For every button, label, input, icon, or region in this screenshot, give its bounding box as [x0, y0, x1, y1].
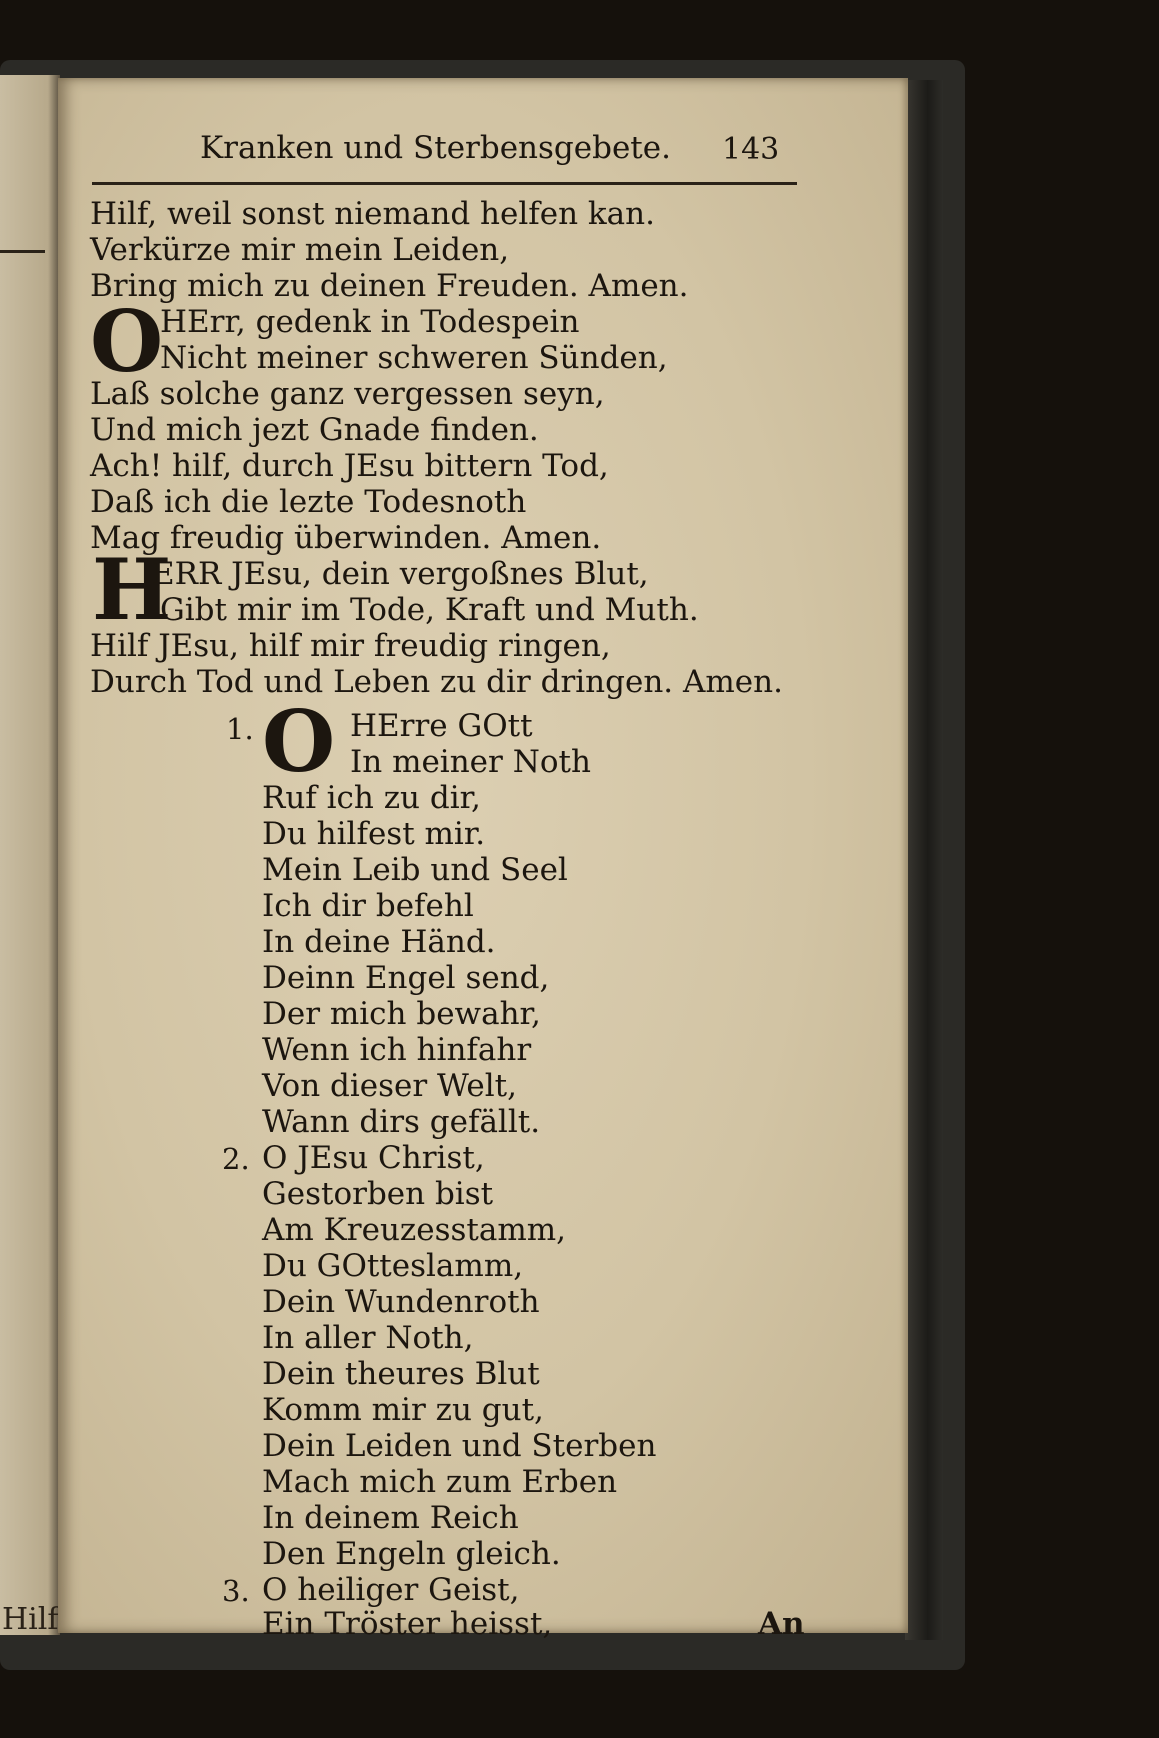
prayer-line: Ach! hilf, durch JEsu bittern Tod, [90, 448, 609, 484]
running-header: Kranken und Sterbensgebete. [200, 130, 671, 166]
prayer-line: Mag freudig überwinden. Amen. [90, 520, 602, 556]
prayer-line: Hilf JEsu, hilf mir freudig ringen, [90, 628, 611, 664]
hymn-line: O JEsu Christ, [262, 1140, 485, 1176]
page-number: 143 [722, 132, 780, 167]
prayer-line: Durch Tod und Leben zu dir dringen. Amen. [90, 664, 783, 700]
header-rule [92, 182, 797, 185]
hymn-line: Wann dirs gefällt. [262, 1104, 541, 1140]
prayer-line: Hilf, weil sonst niemand helfen kan. [90, 196, 655, 232]
hymn-line: Deinn Engel send, [262, 960, 550, 996]
prayer-line: Laß solche ganz vergessen seyn, [90, 376, 605, 412]
hymn-line: In meiner Noth [350, 744, 591, 780]
hymn-line: Du GOtteslamm, [262, 1248, 524, 1284]
verse-number: 1. [226, 712, 254, 746]
hymn-line: In deine Händ. [262, 924, 496, 960]
hymn-line: Ein Tröster heisst, [262, 1606, 553, 1642]
prayer-line: HErr, gedenk in Todespein [160, 304, 580, 340]
hymn-line: Komm mir zu gut, [262, 1392, 544, 1428]
prayer-line: Und mich jezt Gnade finden. [90, 412, 539, 448]
verse-number: 3. [222, 1574, 250, 1608]
hymn-line: Am Kreuzesstamm, [262, 1212, 567, 1248]
prayer-line: Verkürze mir mein Leiden, [90, 232, 510, 268]
prayer-line: Gibt mir im Tode, Kraft und Muth. [160, 592, 699, 628]
hymn-line: Mach mich zum Erben [262, 1464, 618, 1500]
drop-cap: H [92, 540, 172, 639]
previous-page-fragment: Hilf [2, 1602, 59, 1637]
hymn-line: Dein theures Blut [262, 1356, 540, 1392]
hymn-line: Wenn ich hinfahr [262, 1032, 532, 1068]
hymn-line: Mein Leib und Seel [262, 852, 568, 888]
hymn-line: Dein Wundenroth [262, 1284, 540, 1320]
hymn-line: In deinem Reich [262, 1500, 519, 1536]
hymn-line: Den Engeln gleich. [262, 1536, 561, 1572]
verse-number: 2. [222, 1142, 250, 1176]
drop-cap: O [262, 692, 336, 791]
previous-page-rule [0, 250, 45, 253]
previous-page-edge [0, 75, 60, 1635]
hymn-line: Der mich bewahr, [262, 996, 541, 1032]
hymn-line: Von dieser Welt, [262, 1068, 517, 1104]
hymn-line: Dein Leiden und Sterben [262, 1428, 657, 1464]
prayer-line: Daß ich die lezte Todesnoth [90, 484, 527, 520]
prayer-line: ERR JEsu, dein vergoßnes Blut, [152, 556, 649, 592]
hymn-line: In aller Noth, [262, 1320, 474, 1356]
hymn-line: HErre GOtt [350, 708, 533, 744]
hymn-line: Ruf ich zu dir, [262, 780, 481, 816]
prayer-line: Bring mich zu deinen Freuden. Amen. [90, 268, 689, 304]
hymn-line: Gestorben bist [262, 1176, 494, 1212]
cover-edge [905, 80, 943, 1640]
hymn-line: Du hilfest mir. [262, 816, 486, 852]
catchword: An [758, 1606, 805, 1642]
prayer-line: Nicht meiner schweren Sünden, [160, 340, 668, 376]
hymn-line: O heiliger Geist, [262, 1572, 520, 1608]
hymn-line: Ich dir befehl [262, 888, 474, 924]
drop-cap: O [90, 292, 164, 391]
